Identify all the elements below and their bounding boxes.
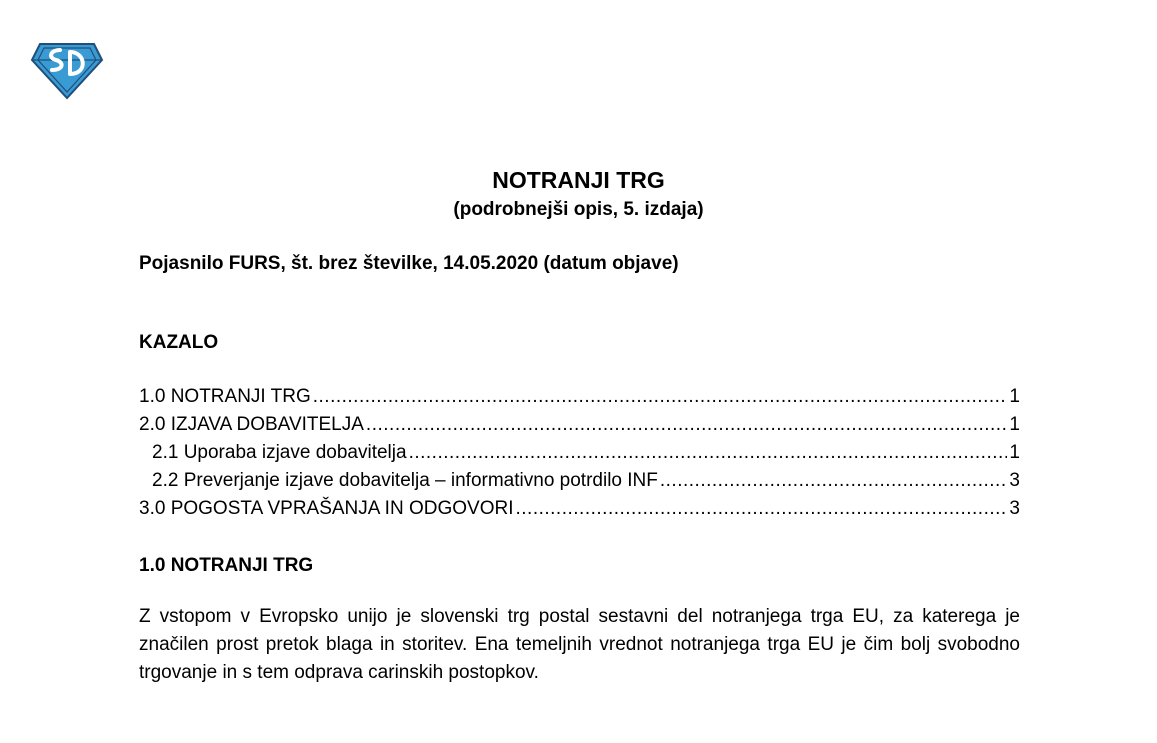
toc-item-page: 1 bbox=[1009, 414, 1020, 435]
toc-item[interactable] bbox=[139, 383, 1020, 411]
toc-leader-dots bbox=[515, 495, 1007, 523]
toc-item-label: 3.0 POGOSTA VPRAŠANJA IN ODGOVORI bbox=[139, 498, 514, 519]
document-title: NOTRANJI TRG bbox=[492, 167, 665, 193]
toc-leader-dots bbox=[366, 411, 1008, 439]
toc-leader-dots bbox=[313, 383, 1008, 411]
toc-item[interactable] bbox=[139, 467, 1020, 495]
toc-item[interactable] bbox=[139, 495, 1020, 523]
table-of-contents bbox=[139, 383, 1020, 523]
toc-item-label: 1.0 NOTRANJI TRG bbox=[139, 386, 311, 407]
toc-item-label: 2.2 Preverjanje izjave dobavitelja – informativno potrdilo INF bbox=[152, 470, 658, 491]
document-reference: Pojasnilo FURS, št. brez številke, 14.05.2020 (datum objave) bbox=[139, 253, 679, 274]
sd-diamond-logo-icon bbox=[30, 40, 104, 100]
toc-item[interactable] bbox=[139, 439, 1020, 467]
section-paragraph: Z vstopom v Evropsko unijo je slovenski trg postal sestavni del notranjega trga EU, za katerega je značilen prost pretok blaga in storitev. Ena temeljnih vrednot notranjega trga EU je čim bolj svobodno trgovanje in s tem odprava carinskih postopkov. bbox=[139, 606, 1020, 683]
section-heading: 1.0 NOTRANJI TRG bbox=[139, 555, 314, 576]
toc-item-label: 2.1 Uporaba izjave dobavitelja bbox=[152, 442, 407, 463]
toc-item-label: 2.0 IZJAVA DOBAVITELJA bbox=[139, 414, 364, 435]
toc-leader-dots bbox=[660, 467, 1008, 495]
toc-item-page: 1 bbox=[1009, 386, 1020, 407]
toc-item-page: 3 bbox=[1009, 498, 1020, 519]
toc-heading: KAZALO bbox=[139, 332, 219, 353]
toc-item-page: 1 bbox=[1009, 442, 1020, 463]
toc-item-page: 3 bbox=[1009, 470, 1020, 491]
document-subtitle: (podrobnejši opis, 5. izdaja) bbox=[453, 199, 704, 220]
toc-leader-dots bbox=[409, 439, 1008, 467]
toc-item[interactable] bbox=[139, 411, 1020, 439]
